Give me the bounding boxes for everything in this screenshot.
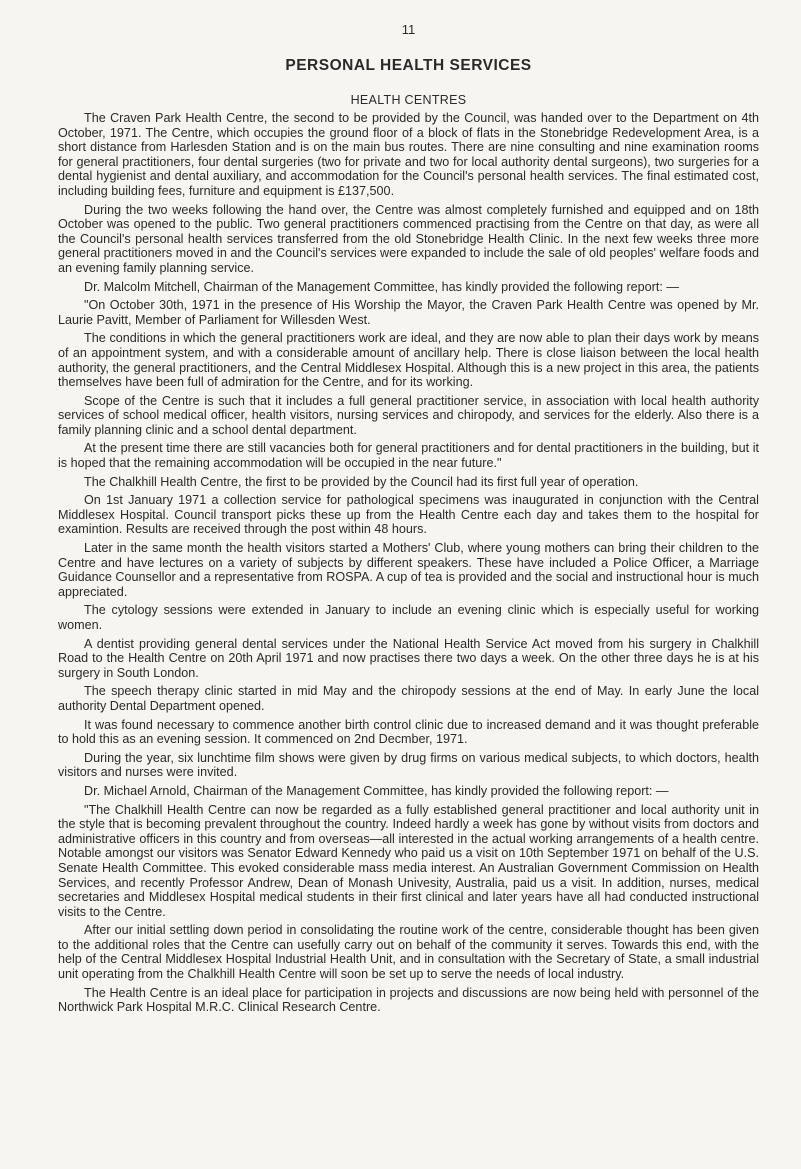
- paragraph: It was found necessary to commence another birth control clinic due to increased demand and it was thought preferable to hold this as an evening session. It commenced on 2nd Decmber, 1971.: [58, 717, 759, 747]
- paragraph: At the present time there are still vacancies both for general practitioners and for dental practitioners in the building, but it is hoped that the remaining accommodation will be occupied in the near future.": [58, 441, 759, 471]
- paragraph: The Health Centre is an ideal place for participation in projects and discussions are now being held with personnel of the Northwick Park Hospital M.R.C. Clinical Research Centre.: [58, 985, 759, 1015]
- paragraph: After our initial settling down period in consolidating the routine work of the centre, considerable thought has been given to the additional roles that the Centre can usefully carry out on behalf of the community it serves. Towards this end, with the help of the Central Middlesex Hospital Industrial Health Unit, and in consultation with the Secretary of State, a small industrial unit operating from the Chalkhill Health Centre will soon be set up to serve the needs of local industry.: [58, 923, 759, 982]
- paragraph: A dentist providing general dental services under the National Health Service Act moved from his surgery in Chalkhill Road to the Health Centre on 20th April 1971 and now practises there two days a week. On the other three days he is at his surgery in South London.: [58, 636, 759, 680]
- paragraph: During the year, six lunchtime film shows were given by drug firms on various medical subjects, to which doctors, health visitors and nurses were invited.: [58, 750, 759, 780]
- page-title: PERSONAL HEALTH SERVICES: [285, 57, 532, 74]
- paragraph: The conditions in which the general practitioners work are ideal, and they are now able to plan their days work by means of an appointment system, and with a considerable amount of ancillary help. There is close liaison between the local health authority, the general practitioners, and the Central Middlesex Hospital. Although this is a new project in this area, the patients themselves have been full of admiration for the Centre, and for its working.: [58, 331, 759, 390]
- paragraph: "The Chalkhill Health Centre can now be regarded as a fully established general practitioner and local authority unit in the style that is becoming prevalent throughout the country. Indeed hardly a week has gone by without visits from doctors and administrative officers in this country and from overseas—all interested in the actual working arrangements of a health centre. Notable amongst our visitors was Senator Edward Kennedy who paid us a visit on 10th September 1971 on behalf of the U.S. Senate Health Committee. This evoked considerable mass media interest. An Australian Government Commission on Health Services, and recently Professor Andrew, Dean of Monash Univesity, Australia, paid us a visit. In addition, nurses, medical secretaries and Middlesex Hospital medical students in their first clinical and later years have all had conducted instructional visits to the Centre.: [58, 802, 759, 919]
- page-number: 11: [401, 22, 416, 37]
- paragraph: "On October 30th, 1971 in the presence of His Worship the Mayor, the Craven Park Health Centre was opened by Mr. Laurie Pavitt, Member of Parliament for Willesden West.: [58, 298, 759, 327]
- paragraph: The speech therapy clinic started in mid May and the chiropody sessions at the end of May. In early June the local authority Dental Department opened.: [58, 684, 759, 713]
- paragraph: During the two weeks following the hand over, the Centre was almost completely furnished and equipped and on 18th October was opened to the public. Two general practitioners commenced practising from the Centre on that day, as were all the Council's personal health services transferred from the old Stonebridge Health Clinic. In the next few weeks three more general practitioners moved in and the Council's services were expanded to include the sale of old peoples' welfare foods and an evening family planning service.: [58, 202, 759, 275]
- paragraph: On 1st January 1971 a collection service for pathological specimens was inaugurated in conjunction with the Central Middlesex Hospital. Council transport picks these up from the Health Centre each day and takes them to the hospital for examintion. Results are received through the post within 48 hours.: [58, 493, 759, 537]
- paragraph: Later in the same month the health visitors started a Mothers' Club, where young mothers can bring their children to the Centre and have lectures on a variety of subjects by different speakers. These have included a Police Officer, a Marriage Guidance Counsellor and a representative from ROSPA. A cup of tea is provided and the social and instructional hour is much appreciated.: [58, 541, 759, 599]
- paragraph: The cytology sessions were extended in January to include an evening clinic which is especially useful for working women.: [58, 603, 759, 632]
- paragraph: The Craven Park Health Centre, the second to be provided by the Council, was handed over to the Department on 4th October, 1971. The Centre, which occupies the ground floor of a block of flats in the Stonebridge Redevelopment Area, is a short distance from Harlesden Station and is on the main bus routes. There are nine consulting and nine examination rooms for general practitioners, four dental surgeries (two for private and two for local authority dental surgeons), two surgeries for a dental hygienist and dental auxiliary, and accommodation for the Council's personal health services. The final estimated cost, including building fees, furniture and equipment is £137,500.: [58, 111, 759, 198]
- paragraph: Dr. Michael Arnold, Chairman of the Management Committee, has kindly provided the following report: —: [84, 783, 669, 798]
- paragraph: The Chalkhill Health Centre, the first to be provided by the Council had its first full year of operation.: [84, 474, 639, 489]
- paragraph: Scope of the Centre is such that it includes a full general practitioner service, in association with local health authority services of school medical officer, health visitors, nursing services and chiropody, and services for the elderly. Also there is a family planning clinic and a school dental department.: [58, 393, 759, 437]
- paragraph: Dr. Malcolm Mitchell, Chairman of the Management Committee, has kindly provided the following report: —: [84, 279, 679, 294]
- section-heading: HEALTH CENTRES: [350, 93, 467, 107]
